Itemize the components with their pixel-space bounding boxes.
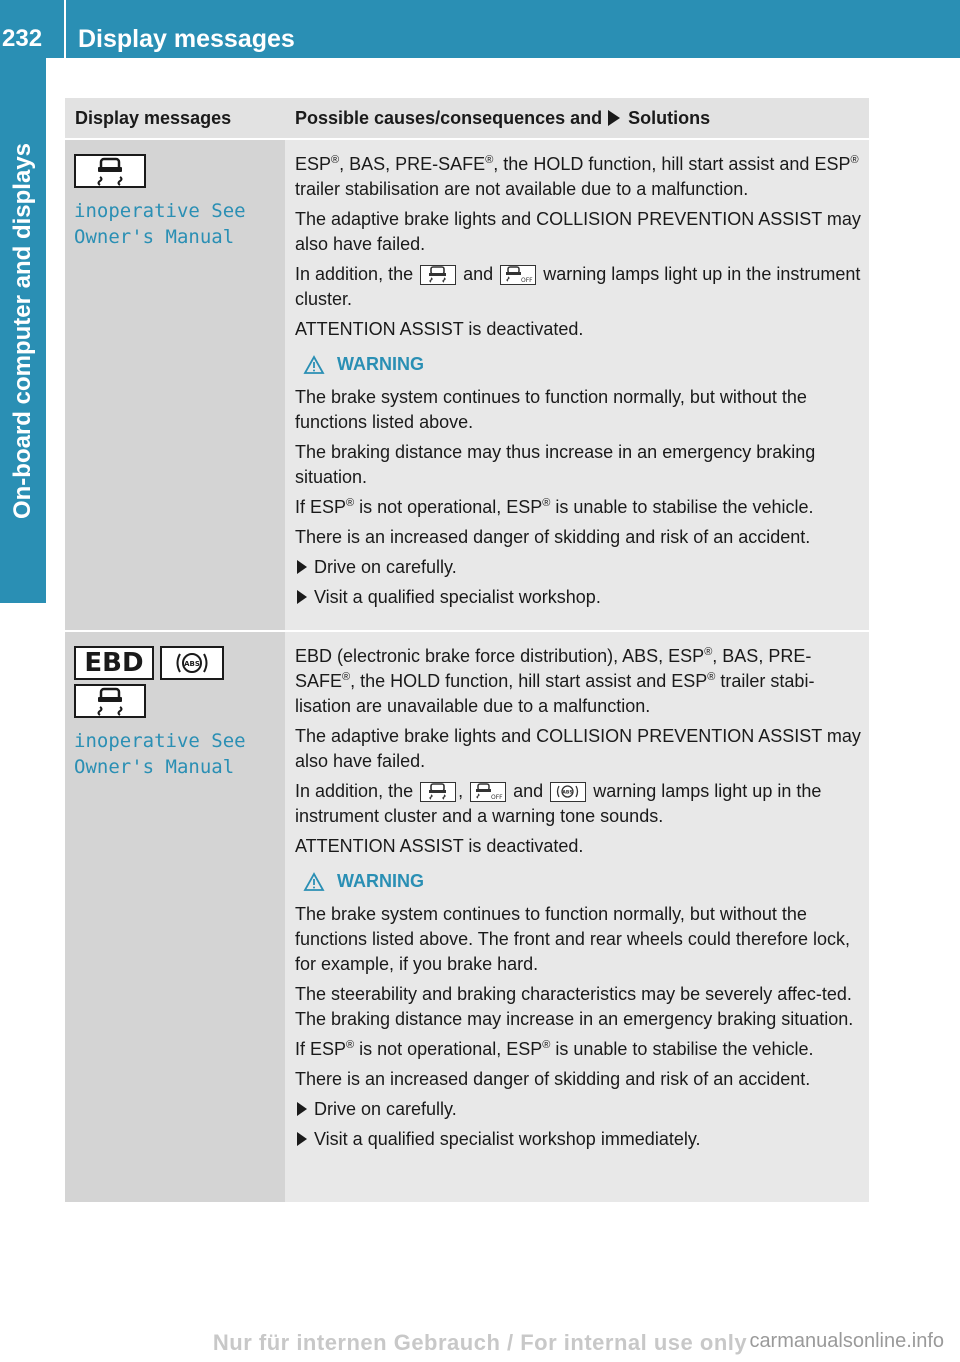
source-site: carmanualsonline.info xyxy=(749,1330,944,1352)
page-title: Display messages xyxy=(78,25,295,53)
warning-paragraph: The braking distance may thus increase in an emergency braking situation. xyxy=(295,442,816,487)
lamps-paragraph xyxy=(295,262,861,312)
cause-paragraph: ESP®, BAS, PRE-SAFE®, the HOLD function, hill start assist and ESP® trailer stabilisation are not available due to a malfunction. xyxy=(295,154,859,199)
esp-icon xyxy=(74,154,146,188)
lamps-text-b: , xyxy=(458,781,464,801)
action-step xyxy=(295,555,861,580)
esp-warning-lamp-icon xyxy=(420,265,456,285)
action-step xyxy=(295,1097,861,1122)
warning-paragraph: If ESP® is not operational, ESP® is unable to stabilise the vehicle. xyxy=(295,497,814,517)
warning-paragraph: The steerability and braking characteristics may be severely affec-ted. The braking distance may increase in an emergency braking situation. xyxy=(295,984,854,1029)
solution-cell xyxy=(285,140,869,630)
table-row xyxy=(65,632,869,1204)
warning-heading xyxy=(303,352,861,377)
action-step-text: Drive on carefully. xyxy=(314,557,457,577)
message-cell xyxy=(65,632,285,1202)
col-header-solutions-text: Possible causes/consequences and xyxy=(295,107,603,128)
step-arrow-icon xyxy=(297,560,307,574)
warning-paragraph: There is an increased danger of skidding and risk of an accident. xyxy=(295,1069,811,1089)
page-number: 232 xyxy=(2,25,43,52)
cause-paragraph: ATTENTION ASSIST is deactivated. xyxy=(295,836,584,856)
warning-label: WARNING xyxy=(337,871,424,891)
col-header-solutions-suffix: Solutions xyxy=(628,107,711,128)
abs-warning-lamp-icon xyxy=(550,782,586,802)
svg-text:ABS: ABS xyxy=(184,660,200,668)
cause-paragraph: ATTENTION ASSIST is deactivated. xyxy=(295,319,584,339)
esp-off-warning-lamp-icon xyxy=(500,265,536,285)
lamps-text-d: warning lamps light up in the instrument cluster and a warning tone sounds. xyxy=(295,781,822,826)
internal-use-watermark: Nur für internen Gebrauch / For internal use only xyxy=(212,1330,748,1355)
warning-label: WARNING xyxy=(337,354,424,374)
message-line-2: Owner's Manual xyxy=(74,756,235,778)
message-text xyxy=(74,728,285,780)
svg-text:OFF: OFF xyxy=(491,794,503,800)
cause-paragraph: The adaptive brake lights and COLLISION PREVENTION ASSIST may also have failed. xyxy=(295,726,861,771)
message-line-1: inoperative See xyxy=(74,200,246,222)
step-arrow-icon xyxy=(297,1102,307,1116)
step-arrow-icon xyxy=(297,590,307,604)
action-step-text: Drive on carefully. xyxy=(314,1099,457,1119)
lamps-text-b: and xyxy=(463,264,494,284)
table-header xyxy=(65,98,869,140)
message-text xyxy=(74,198,285,250)
esp-icon xyxy=(74,684,146,718)
warning-paragraph: There is an increased danger of skidding and risk of an accident. xyxy=(295,527,811,547)
svg-text:OFF: OFF xyxy=(521,277,533,283)
lamps-text-c: warning lamps light up in the instrument cluster. xyxy=(295,264,861,309)
lamps-text-a: In addition, the xyxy=(295,781,414,801)
display-messages-table xyxy=(65,98,869,1204)
col-header-messages: Display messages xyxy=(75,107,232,128)
cause-paragraph: EBD (electronic brake force distribution), ABS, ESP®, BAS, PRE-SAFE®, the HOLD function, hill start assist and ESP® trailer stabi-lisation are unavailable due to a malfunction. xyxy=(295,646,815,716)
col-header-solutions xyxy=(285,108,869,129)
action-step xyxy=(295,1127,861,1152)
esp-off-warning-lamp-icon xyxy=(470,782,506,802)
warning-paragraph: If ESP® is not operational, ESP® is unable to stabilise the vehicle. xyxy=(295,1039,814,1059)
warning-paragraph: The brake system continues to function normally, but without the functions listed above. xyxy=(295,387,807,432)
warning-heading xyxy=(303,869,861,894)
svg-text:ABS: ABS xyxy=(562,790,573,796)
abs-icon xyxy=(160,646,224,680)
message-line-2: Owner's Manual xyxy=(74,226,235,248)
warning-triangle-icon xyxy=(303,355,325,375)
esp-warning-lamp-icon xyxy=(420,782,456,802)
table-row xyxy=(65,140,869,632)
warning-triangle-icon xyxy=(303,872,325,892)
side-tab-label: On-board computer and displays xyxy=(9,142,36,519)
solution-cell xyxy=(285,632,869,1202)
step-arrow-icon xyxy=(297,1132,307,1146)
lamps-paragraph xyxy=(295,779,861,829)
warning-paragraph: The brake system continues to function normally, but without the functions listed above. The front and rear wheels could therefore lock, for example, if you brake hard. xyxy=(295,904,850,974)
ebd-icon: EBD xyxy=(74,646,154,680)
action-step-text: Visit a qualified specialist workshop immediately. xyxy=(314,1129,701,1149)
side-tab-label-wrap xyxy=(0,58,46,603)
message-cell xyxy=(65,140,285,630)
lamps-text-a: In addition, the xyxy=(295,264,414,284)
lamps-text-c: and xyxy=(513,781,544,801)
action-step-text: Visit a qualified specialist workshop. xyxy=(314,587,601,607)
cause-paragraph: The adaptive brake lights and COLLISION PREVENTION ASSIST may also have failed. xyxy=(295,209,861,254)
action-step xyxy=(295,585,861,610)
header-divider xyxy=(64,0,66,58)
message-line-1: inoperative See xyxy=(74,730,246,752)
play-arrow-icon xyxy=(608,110,620,126)
